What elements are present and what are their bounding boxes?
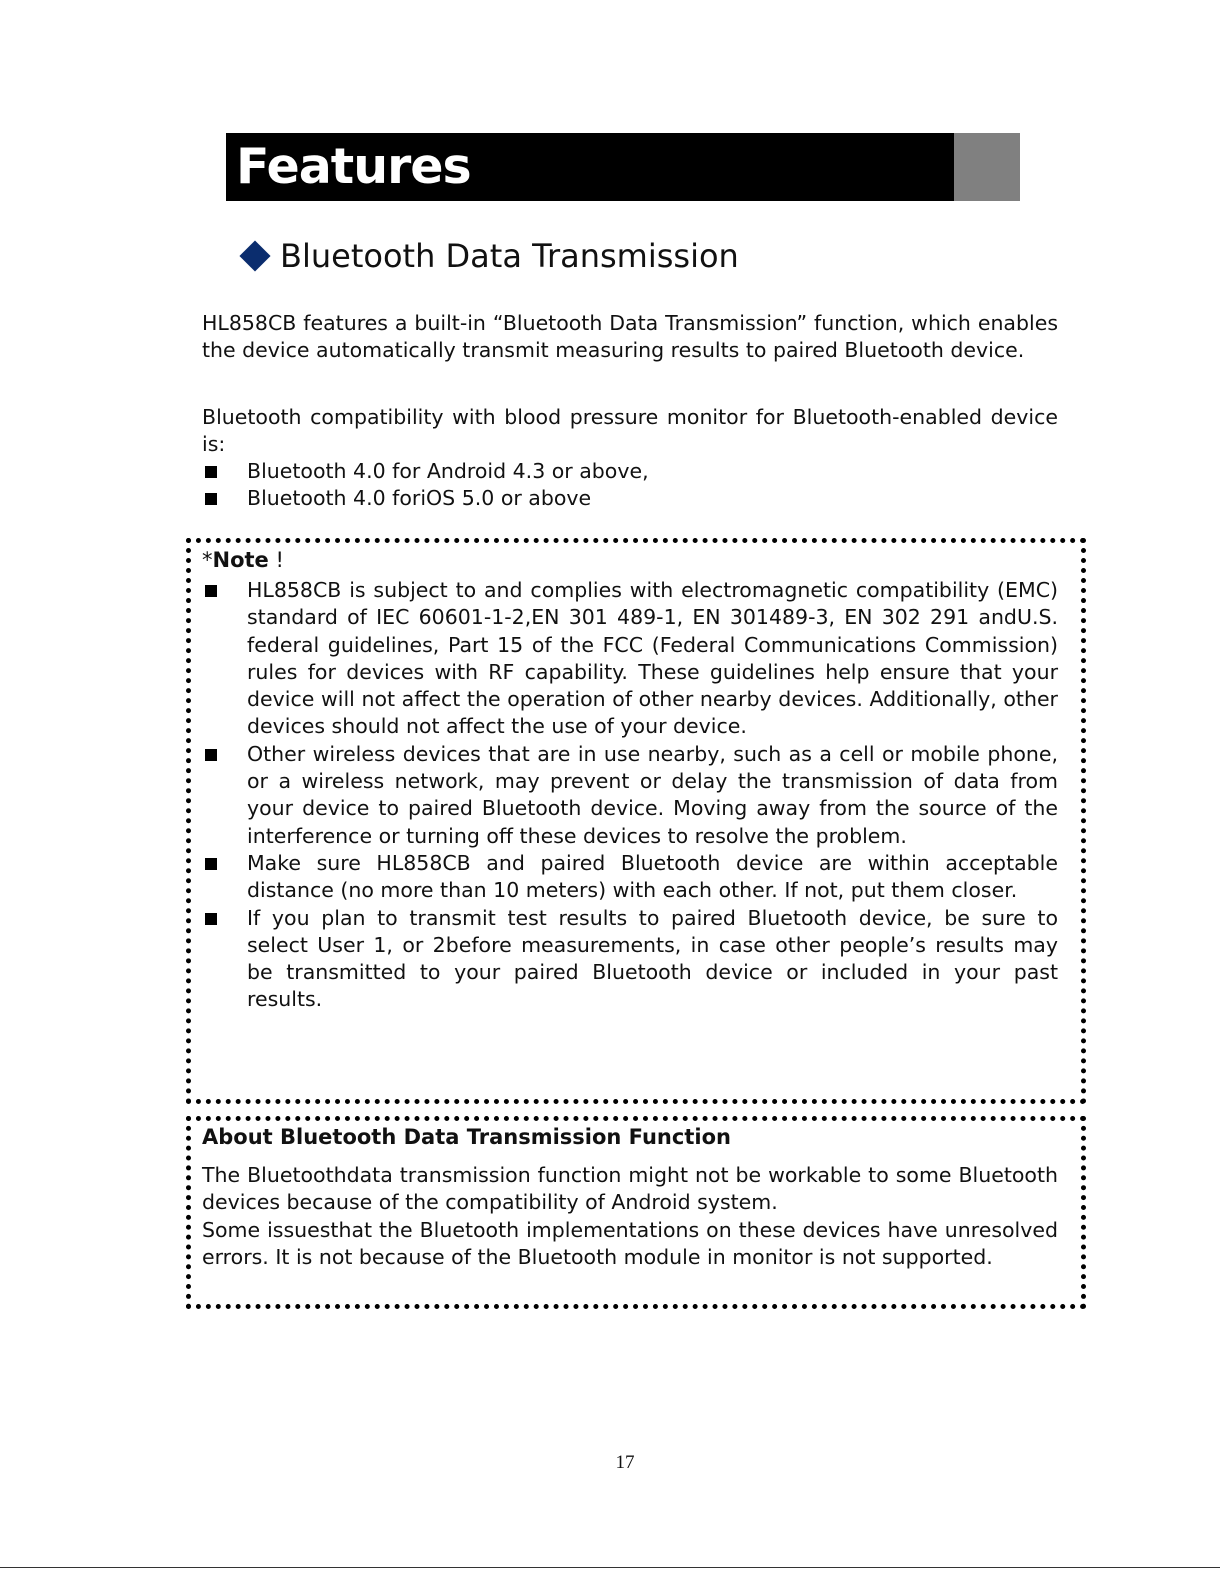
- chapter-header-bar: [226, 133, 1020, 201]
- list-item: [202, 850, 1058, 905]
- list-item-text: Other wireless devices that are in use nearby, such as a cell or mobile phone, or a wireless network, may prevent or delay the transmission of data from your device to paired Bluetooth device. Moving away from the source of the interference or turning off these devices to resolve the problem.: [247, 741, 1058, 848]
- section-heading: [238, 234, 739, 278]
- square-bullet-icon: [205, 749, 217, 761]
- page-edge-line: [0, 1567, 1220, 1568]
- list-item: [202, 485, 1058, 512]
- note-list: [202, 577, 1058, 1014]
- about-title: About Bluetooth Data Transmission Function: [202, 1125, 731, 1149]
- chapter-title: Features: [236, 138, 471, 195]
- note-title: [202, 547, 284, 574]
- note-suffix: !: [275, 548, 284, 572]
- list-item: [202, 741, 1058, 850]
- list-item-text: Bluetooth 4.0 foriOS 5.0 or above: [247, 486, 592, 511]
- about-paragraph: Some issuesthat the Bluetooth implementations on these devices have unresolved errors. It is not because of the Bluetooth module in monitor is not supported.: [202, 1217, 1058, 1269]
- square-bullet-icon: [205, 913, 217, 925]
- list-item-text: Make sure HL858CB and paired Bluetooth device are within acceptable distance (no more than 10 meters) with each other. If not, put them closer.: [247, 850, 1058, 903]
- square-bullet-icon: [205, 858, 217, 870]
- list-item: [202, 458, 1058, 485]
- list-item-text: Bluetooth 4.0 for Android 4.3 or above,: [247, 459, 649, 483]
- list-item-text: HL858CB is subject to and complies with electromagnetic compatibility (EMC) standard of IEC 60601-1-2,EN 301 489-1, EN 301489-3, EN 302 291 andU.S. federal guidelines, Part 15 of the FCC (Federal Communications Commission) rules for devices with RF capability. These guidelines help ensure that your device will not affect the operation of other nearby devices. Additionally, other devices should not affect the use of your device.: [247, 578, 1058, 739]
- note-prefix: *: [202, 548, 213, 572]
- diamond-bullet-icon: [239, 240, 270, 271]
- list-item: [202, 577, 1058, 741]
- intro-paragraph: HL858CB features a built-in “Bluetooth Data Transmission” function, which enables the device automatically transmit measuring results to paired Bluetooth device.: [202, 311, 1058, 363]
- note-label: Note: [212, 548, 269, 572]
- page-number: 17: [615, 1452, 635, 1473]
- square-bullet-icon: [205, 585, 217, 597]
- compatibility-list: [202, 458, 1058, 513]
- about-text: [202, 1162, 1058, 1271]
- compatibility-paragraph: Bluetooth compatibility with blood pressure monitor for Bluetooth-enabled device is:: [202, 405, 1058, 457]
- header-accent-block: [954, 133, 1020, 201]
- list-item: [202, 905, 1058, 1014]
- square-bullet-icon: [205, 466, 217, 478]
- section-heading-text: Bluetooth Data Transmission: [280, 237, 739, 275]
- square-bullet-icon: [205, 493, 217, 505]
- about-paragraph: The Bluetoothdata transmission function might not be workable to some Bluetooth devices because of the compatibility of Android system.: [202, 1163, 1058, 1215]
- list-item-text: If you plan to transmit test results to paired Bluetooth device, be sure to select User 1, or 2before measurements, in case other people’s results may be transmitted to your paired Bluetooth device or included in your past results.: [247, 905, 1058, 1012]
